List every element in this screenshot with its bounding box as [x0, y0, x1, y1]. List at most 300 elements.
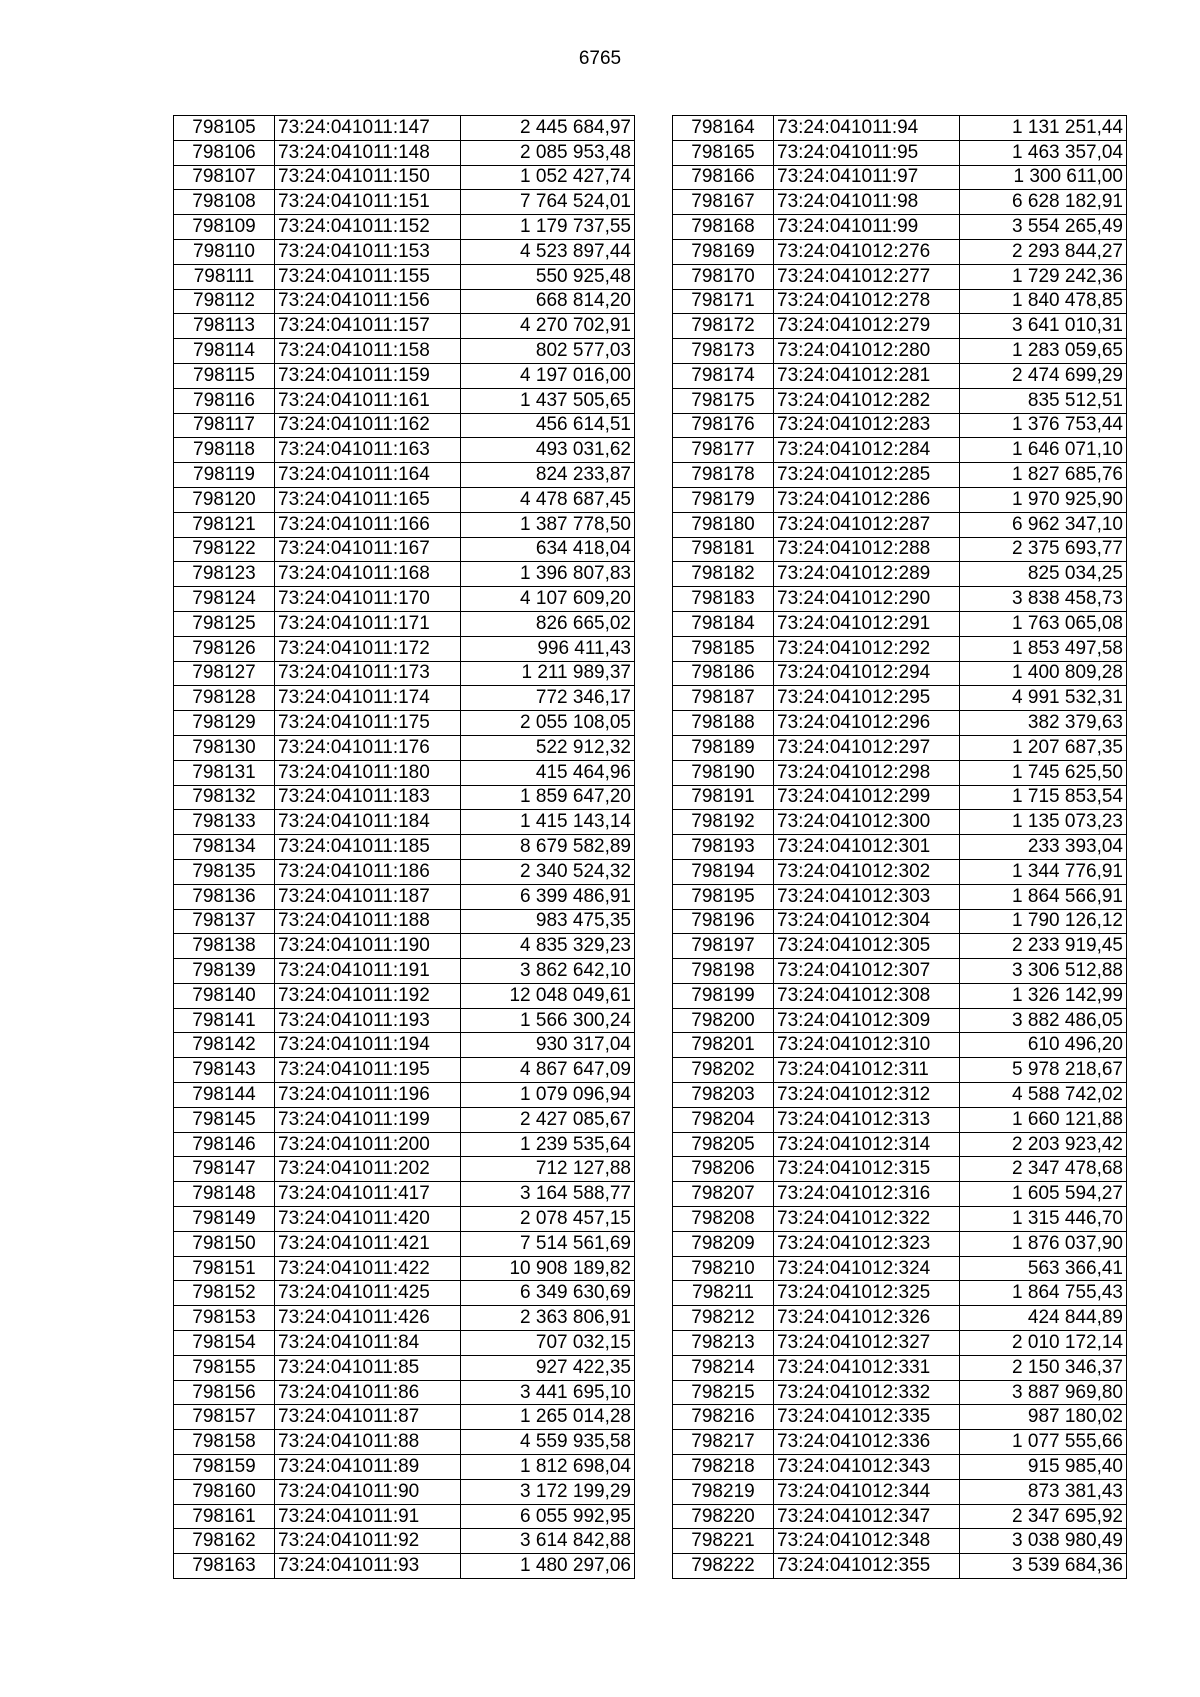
record-number-cell: 798221: [673, 1529, 774, 1554]
cadastral-value-cell: 382 379,63: [960, 711, 1127, 736]
cadastral-value-cell: 10 908 189,82: [461, 1256, 635, 1281]
record-number-cell: 798168: [673, 215, 774, 240]
cadastral-number-cell: 73:24:041011:193: [275, 1008, 461, 1033]
record-number-cell: 798171: [673, 289, 774, 314]
cadastral-number-cell: 73:24:041012:343: [774, 1455, 960, 1480]
table-row: [174, 1529, 635, 1554]
record-number-cell: 798169: [673, 239, 774, 264]
cadastral-value-cell: 825 034,25: [960, 562, 1127, 587]
cadastral-value-cell: 3 441 695,10: [461, 1380, 635, 1405]
cadastral-number-cell: 73:24:041011:164: [275, 463, 461, 488]
record-number-cell: 798153: [174, 1306, 275, 1331]
record-number-cell: 798111: [174, 264, 275, 289]
cadastral-number-cell: 73:24:041011:97: [774, 165, 960, 190]
cadastral-number-cell: 73:24:041012:295: [774, 686, 960, 711]
cadastral-value-cell: 2 445 684,97: [461, 116, 635, 141]
cadastral-value-cell: 2 427 085,67: [461, 1107, 635, 1132]
cadastral-number-cell: 73:24:041012:302: [774, 859, 960, 884]
record-number-cell: 798193: [673, 835, 774, 860]
record-number-cell: 798125: [174, 611, 275, 636]
cadastral-value-cell: 1 480 297,06: [461, 1554, 635, 1579]
record-number-cell: 798162: [174, 1529, 275, 1554]
table-row: [673, 711, 1127, 736]
cadastral-value-cell: 3 164 588,77: [461, 1182, 635, 1207]
cadastral-value-cell: 415 464,96: [461, 760, 635, 785]
record-number-cell: 798184: [673, 611, 774, 636]
cadastral-value-cell: 456 614,51: [461, 413, 635, 438]
cadastral-value-cell: 1 300 611,00: [960, 165, 1127, 190]
cadastral-value-cell: 7 514 561,69: [461, 1231, 635, 1256]
cadastral-value-cell: 6 628 182,91: [960, 190, 1127, 215]
cadastral-number-cell: 73:24:041012:310: [774, 1033, 960, 1058]
cadastral-number-cell: 73:24:041012:304: [774, 909, 960, 934]
record-number-cell: 798211: [673, 1281, 774, 1306]
cadastral-value-cell: 4 835 329,23: [461, 934, 635, 959]
table-row: [174, 611, 635, 636]
table-row: [673, 884, 1127, 909]
cadastral-value-cell: 8 679 582,89: [461, 835, 635, 860]
record-number-cell: 798187: [673, 686, 774, 711]
record-number-cell: 798109: [174, 215, 275, 240]
table-row: [174, 711, 635, 736]
table-row: [673, 1455, 1127, 1480]
cadastral-number-cell: 73:24:041012:299: [774, 785, 960, 810]
record-number-cell: 798218: [673, 1455, 774, 1480]
record-number-cell: 798106: [174, 140, 275, 165]
record-number-cell: 798160: [174, 1479, 275, 1504]
cadastral-number-cell: 73:24:041011:159: [275, 363, 461, 388]
table-row: [673, 339, 1127, 364]
cadastral-value-cell: 1 283 059,65: [960, 339, 1127, 364]
cadastral-value-cell: 1 660 121,88: [960, 1107, 1127, 1132]
record-number-cell: 798112: [174, 289, 275, 314]
cadastral-number-cell: 73:24:041012:278: [774, 289, 960, 314]
cadastral-number-cell: 73:24:041012:286: [774, 487, 960, 512]
cadastral-number-cell: 73:24:041011:183: [275, 785, 461, 810]
cadastral-number-cell: 73:24:041012:331: [774, 1355, 960, 1380]
record-number-cell: 798182: [673, 562, 774, 587]
cadastral-number-cell: 73:24:041011:185: [275, 835, 461, 860]
cadastral-number-cell: 73:24:041011:156: [275, 289, 461, 314]
table-row: [174, 1331, 635, 1356]
cadastral-number-cell: 73:24:041012:300: [774, 810, 960, 835]
cadastral-number-cell: 73:24:041012:347: [774, 1504, 960, 1529]
record-number-cell: 798174: [673, 363, 774, 388]
table-row: [673, 1256, 1127, 1281]
table-row: [174, 959, 635, 984]
table-row: [673, 215, 1127, 240]
record-number-cell: 798156: [174, 1380, 275, 1405]
record-number-cell: 798209: [673, 1231, 774, 1256]
cadastral-value-cell: 873 381,43: [960, 1479, 1127, 1504]
record-number-cell: 798137: [174, 909, 275, 934]
cadastral-number-cell: 73:24:041011:92: [275, 1529, 461, 1554]
record-number-cell: 798186: [673, 661, 774, 686]
table-row: [673, 1033, 1127, 1058]
record-number-cell: 798131: [174, 760, 275, 785]
record-number-cell: 798150: [174, 1231, 275, 1256]
record-number-cell: 798177: [673, 438, 774, 463]
table-row: [673, 587, 1127, 612]
cadastral-value-cell: 772 346,17: [461, 686, 635, 711]
record-number-cell: 798199: [673, 983, 774, 1008]
record-number-cell: 798130: [174, 735, 275, 760]
record-number-cell: 798126: [174, 636, 275, 661]
table-row: [174, 1554, 635, 1579]
cadastral-number-cell: 73:24:041011:426: [275, 1306, 461, 1331]
cadastral-number-cell: 73:24:041012:301: [774, 835, 960, 860]
cadastral-number-cell: 73:24:041012:336: [774, 1430, 960, 1455]
cadastral-number-cell: 73:24:041011:99: [774, 215, 960, 240]
table-row: [673, 785, 1127, 810]
record-number-cell: 798121: [174, 512, 275, 537]
cadastral-number-cell: 73:24:041012:291: [774, 611, 960, 636]
cadastral-value-cell: 4 523 897,44: [461, 239, 635, 264]
table-row: [673, 1207, 1127, 1232]
table-row: [174, 363, 635, 388]
table-row: [174, 537, 635, 562]
table-row: [673, 1231, 1127, 1256]
table-row: [673, 363, 1127, 388]
cadastral-number-cell: 73:24:041012:316: [774, 1182, 960, 1207]
cadastral-number-cell: 73:24:041012:312: [774, 1083, 960, 1108]
cadastral-number-cell: 73:24:041012:281: [774, 363, 960, 388]
table-row: [673, 289, 1127, 314]
cadastral-number-cell: 73:24:041011:84: [275, 1331, 461, 1356]
table-row: [673, 611, 1127, 636]
record-number-cell: 798179: [673, 487, 774, 512]
cadastral-value-cell: 1 646 071,10: [960, 438, 1127, 463]
table-row: [174, 438, 635, 463]
cadastral-value-cell: 1 079 096,94: [461, 1083, 635, 1108]
record-number-cell: 798113: [174, 314, 275, 339]
cadastral-value-cell: 3 887 969,80: [960, 1380, 1127, 1405]
table-row: [174, 686, 635, 711]
record-number-cell: 798178: [673, 463, 774, 488]
cadastral-value-cell: 4 559 935,58: [461, 1430, 635, 1455]
cadastral-value-cell: 1 179 737,55: [461, 215, 635, 240]
cadastral-value-cell: 983 475,35: [461, 909, 635, 934]
record-number-cell: 798127: [174, 661, 275, 686]
cadastral-value-cell: 1 437 505,65: [461, 388, 635, 413]
cadastral-number-cell: 73:24:041011:85: [275, 1355, 461, 1380]
table-row: [673, 1355, 1127, 1380]
table-row: [673, 537, 1127, 562]
record-number-cell: 798183: [673, 587, 774, 612]
cadastral-number-cell: 73:24:041012:327: [774, 1331, 960, 1356]
record-number-cell: 798216: [673, 1405, 774, 1430]
record-number-cell: 798197: [673, 934, 774, 959]
cadastral-number-cell: 73:24:041012:289: [774, 562, 960, 587]
cadastral-value-cell: 987 180,02: [960, 1405, 1127, 1430]
cadastral-value-cell: 233 393,04: [960, 835, 1127, 860]
cadastral-value-cell: 1 827 685,76: [960, 463, 1127, 488]
cadastral-value-cell: 3 172 199,29: [461, 1479, 635, 1504]
cadastral-value-cell: 424 844,89: [960, 1306, 1127, 1331]
record-number-cell: 798132: [174, 785, 275, 810]
cadastral-value-cell: 2 363 806,91: [461, 1306, 635, 1331]
record-number-cell: 798217: [673, 1430, 774, 1455]
record-number-cell: 798176: [673, 413, 774, 438]
cadastral-value-cell: 2 078 457,15: [461, 1207, 635, 1232]
record-number-cell: 798200: [673, 1008, 774, 1033]
record-number-cell: 798129: [174, 711, 275, 736]
cadastral-value-cell: 2 347 695,92: [960, 1504, 1127, 1529]
table-row: [174, 1231, 635, 1256]
record-number-cell: 798123: [174, 562, 275, 587]
cadastral-value-cell: 2 085 953,48: [461, 140, 635, 165]
cadastral-value-cell: 1 876 037,90: [960, 1231, 1127, 1256]
cadastral-value-cell: 2 375 693,77: [960, 537, 1127, 562]
cadastral-value-cell: 1 396 807,83: [461, 562, 635, 587]
cadastral-value-cell: 1 812 698,04: [461, 1455, 635, 1480]
cadastral-value-cell: 1 715 853,54: [960, 785, 1127, 810]
cadastral-value-cell: 1 131 251,44: [960, 116, 1127, 141]
table-row: [673, 661, 1127, 686]
cadastral-value-cell: 563 366,41: [960, 1256, 1127, 1281]
cadastral-value-cell: 4 991 532,31: [960, 686, 1127, 711]
cadastral-number-cell: 73:24:041011:163: [275, 438, 461, 463]
cadastral-number-cell: 73:24:041011:200: [275, 1132, 461, 1157]
cadastral-number-cell: 73:24:041011:173: [275, 661, 461, 686]
table-row: [174, 859, 635, 884]
record-number-cell: 798161: [174, 1504, 275, 1529]
cadastral-value-cell: 1 864 566,91: [960, 884, 1127, 909]
cadastral-number-cell: 73:24:041011:191: [275, 959, 461, 984]
record-number-cell: 798215: [673, 1380, 774, 1405]
table-row: [673, 1529, 1127, 1554]
cadastral-number-cell: 73:24:041012:290: [774, 587, 960, 612]
cadastral-number-cell: 73:24:041011:91: [275, 1504, 461, 1529]
cadastral-number-cell: 73:24:041011:196: [275, 1083, 461, 1108]
cadastral-number-cell: 73:24:041012:277: [774, 264, 960, 289]
table-row: [673, 934, 1127, 959]
record-number-cell: 798115: [174, 363, 275, 388]
record-number-cell: 798191: [673, 785, 774, 810]
table-row: [673, 512, 1127, 537]
record-number-cell: 798134: [174, 835, 275, 860]
cadastral-number-cell: 73:24:041011:95: [774, 140, 960, 165]
cadastral-value-cell: 3 862 642,10: [461, 959, 635, 984]
table-row: [673, 562, 1127, 587]
record-number-cell: 798208: [673, 1207, 774, 1232]
table-row: [174, 1107, 635, 1132]
cadastral-value-cell: 1 387 778,50: [461, 512, 635, 537]
cadastral-value-cell: 634 418,04: [461, 537, 635, 562]
record-number-cell: 798166: [673, 165, 774, 190]
table-row: [174, 1256, 635, 1281]
register-table-body: [174, 116, 635, 1579]
record-number-cell: 798201: [673, 1033, 774, 1058]
cadastral-number-cell: 73:24:041012:332: [774, 1380, 960, 1405]
table-row: [673, 487, 1127, 512]
record-number-cell: 798148: [174, 1182, 275, 1207]
record-number-cell: 798203: [673, 1083, 774, 1108]
cadastral-number-cell: 73:24:041011:422: [275, 1256, 461, 1281]
record-number-cell: 798210: [673, 1256, 774, 1281]
cadastral-value-cell: 2 150 346,37: [960, 1355, 1127, 1380]
cadastral-number-cell: 73:24:041012:283: [774, 413, 960, 438]
cadastral-value-cell: 5 978 218,67: [960, 1058, 1127, 1083]
table-row: [673, 909, 1127, 934]
record-number-cell: 798107: [174, 165, 275, 190]
record-number-cell: 798185: [673, 636, 774, 661]
table-row: [673, 1107, 1127, 1132]
table-row: [673, 438, 1127, 463]
cadastral-number-cell: 73:24:041011:94: [774, 116, 960, 141]
cadastral-value-cell: 4 107 609,20: [461, 587, 635, 612]
table-row: [174, 810, 635, 835]
cadastral-value-cell: 2 233 919,45: [960, 934, 1127, 959]
record-number-cell: 798146: [174, 1132, 275, 1157]
record-number-cell: 798202: [673, 1058, 774, 1083]
cadastral-value-cell: 1 463 357,04: [960, 140, 1127, 165]
record-number-cell: 798175: [673, 388, 774, 413]
register-table-right: [672, 115, 1127, 1579]
cadastral-value-cell: 3 614 842,88: [461, 1529, 635, 1554]
cadastral-number-cell: 73:24:041011:186: [275, 859, 461, 884]
table-row: [673, 686, 1127, 711]
cadastral-value-cell: 3 539 684,36: [960, 1554, 1127, 1579]
cadastral-value-cell: 1 970 925,90: [960, 487, 1127, 512]
record-number-cell: 798117: [174, 413, 275, 438]
table-row: [174, 909, 635, 934]
cadastral-value-cell: 550 925,48: [461, 264, 635, 289]
cadastral-number-cell: 73:24:041012:276: [774, 239, 960, 264]
table-row: [174, 735, 635, 760]
cadastral-number-cell: 73:24:041011:202: [275, 1157, 461, 1182]
cadastral-value-cell: 668 814,20: [461, 289, 635, 314]
record-number-cell: 798170: [673, 264, 774, 289]
cadastral-value-cell: 1 344 776,91: [960, 859, 1127, 884]
cadastral-number-cell: 73:24:041011:184: [275, 810, 461, 835]
table-row: [673, 1380, 1127, 1405]
table-row: [174, 1083, 635, 1108]
table-row: [673, 810, 1127, 835]
table-row: [673, 388, 1127, 413]
cadastral-number-cell: 73:24:041011:150: [275, 165, 461, 190]
record-number-cell: 798149: [174, 1207, 275, 1232]
cadastral-value-cell: 4 588 742,02: [960, 1083, 1127, 1108]
table-row: [174, 835, 635, 860]
cadastral-number-cell: 73:24:041012:305: [774, 934, 960, 959]
cadastral-number-cell: 73:24:041011:161: [275, 388, 461, 413]
cadastral-number-cell: 73:24:041011:87: [275, 1405, 461, 1430]
cadastral-number-cell: 73:24:041011:425: [275, 1281, 461, 1306]
record-number-cell: 798213: [673, 1331, 774, 1356]
cadastral-value-cell: 1 415 143,14: [461, 810, 635, 835]
table-row: [174, 1182, 635, 1207]
record-number-cell: 798167: [673, 190, 774, 215]
record-number-cell: 798110: [174, 239, 275, 264]
cadastral-number-cell: 73:24:041012:282: [774, 388, 960, 413]
record-number-cell: 798118: [174, 438, 275, 463]
table-row: [174, 239, 635, 264]
table-row: [174, 215, 635, 240]
table-row: [673, 1058, 1127, 1083]
table-row: [174, 934, 635, 959]
cadastral-number-cell: 73:24:041012:298: [774, 760, 960, 785]
cadastral-value-cell: 3 641 010,31: [960, 314, 1127, 339]
record-number-cell: 798164: [673, 116, 774, 141]
cadastral-number-cell: 73:24:041012:315: [774, 1157, 960, 1182]
cadastral-value-cell: 2 347 478,68: [960, 1157, 1127, 1182]
cadastral-value-cell: 2 474 699,29: [960, 363, 1127, 388]
cadastral-value-cell: 927 422,35: [461, 1355, 635, 1380]
cadastral-value-cell: 6 962 347,10: [960, 512, 1127, 537]
record-number-cell: 798158: [174, 1430, 275, 1455]
table-row: [174, 1008, 635, 1033]
table-row: [174, 264, 635, 289]
cadastral-value-cell: 826 665,02: [461, 611, 635, 636]
record-number-cell: 798157: [174, 1405, 275, 1430]
cadastral-number-cell: 73:24:041012:285: [774, 463, 960, 488]
record-number-cell: 798173: [673, 339, 774, 364]
record-number-cell: 798206: [673, 1157, 774, 1182]
table-row: [673, 1430, 1127, 1455]
cadastral-number-cell: 73:24:041011:190: [275, 934, 461, 959]
record-number-cell: 798194: [673, 859, 774, 884]
cadastral-value-cell: 2 055 108,05: [461, 711, 635, 736]
table-row: [673, 463, 1127, 488]
table-row: [174, 884, 635, 909]
cadastral-value-cell: 1 840 478,85: [960, 289, 1127, 314]
cadastral-number-cell: 73:24:041012:325: [774, 1281, 960, 1306]
cadastral-value-cell: 707 032,15: [461, 1331, 635, 1356]
table-row: [673, 1132, 1127, 1157]
page-number: 6765: [578, 48, 622, 69]
record-number-cell: 798108: [174, 190, 275, 215]
table-row: [673, 835, 1127, 860]
table-row: [673, 314, 1127, 339]
table-row: [174, 760, 635, 785]
cadastral-number-cell: 73:24:041011:89: [275, 1455, 461, 1480]
cadastral-value-cell: 1 566 300,24: [461, 1008, 635, 1033]
cadastral-value-cell: 835 512,51: [960, 388, 1127, 413]
cadastral-value-cell: 1 745 625,50: [960, 760, 1127, 785]
table-row: [174, 1430, 635, 1455]
table-row: [174, 314, 635, 339]
table-row: [174, 1207, 635, 1232]
cadastral-number-cell: 73:24:041011:176: [275, 735, 461, 760]
table-row: [174, 413, 635, 438]
table-row: [174, 1306, 635, 1331]
cadastral-number-cell: 73:24:041011:417: [275, 1182, 461, 1207]
cadastral-number-cell: 73:24:041011:188: [275, 909, 461, 934]
table-row: [174, 512, 635, 537]
cadastral-value-cell: 1 859 647,20: [461, 785, 635, 810]
table-row: [673, 760, 1127, 785]
cadastral-value-cell: 493 031,62: [461, 438, 635, 463]
cadastral-number-cell: 73:24:041012:303: [774, 884, 960, 909]
cadastral-value-cell: 4 197 016,00: [461, 363, 635, 388]
cadastral-number-cell: 73:24:041012:311: [774, 1058, 960, 1083]
cadastral-number-cell: 73:24:041011:166: [275, 512, 461, 537]
table-row: [174, 1058, 635, 1083]
table-row: [673, 1554, 1127, 1579]
cadastral-number-cell: 73:24:041011:151: [275, 190, 461, 215]
table-row: [673, 1331, 1127, 1356]
cadastral-number-cell: 73:24:041011:147: [275, 116, 461, 141]
cadastral-value-cell: 1 864 755,43: [960, 1281, 1127, 1306]
table-row: [673, 959, 1127, 984]
cadastral-number-cell: 73:24:041011:162: [275, 413, 461, 438]
record-number-cell: 798152: [174, 1281, 275, 1306]
cadastral-value-cell: 1 790 126,12: [960, 909, 1127, 934]
cadastral-number-cell: 73:24:041012:326: [774, 1306, 960, 1331]
cadastral-number-cell: 73:24:041012:324: [774, 1256, 960, 1281]
register-table-left: [173, 115, 635, 1579]
